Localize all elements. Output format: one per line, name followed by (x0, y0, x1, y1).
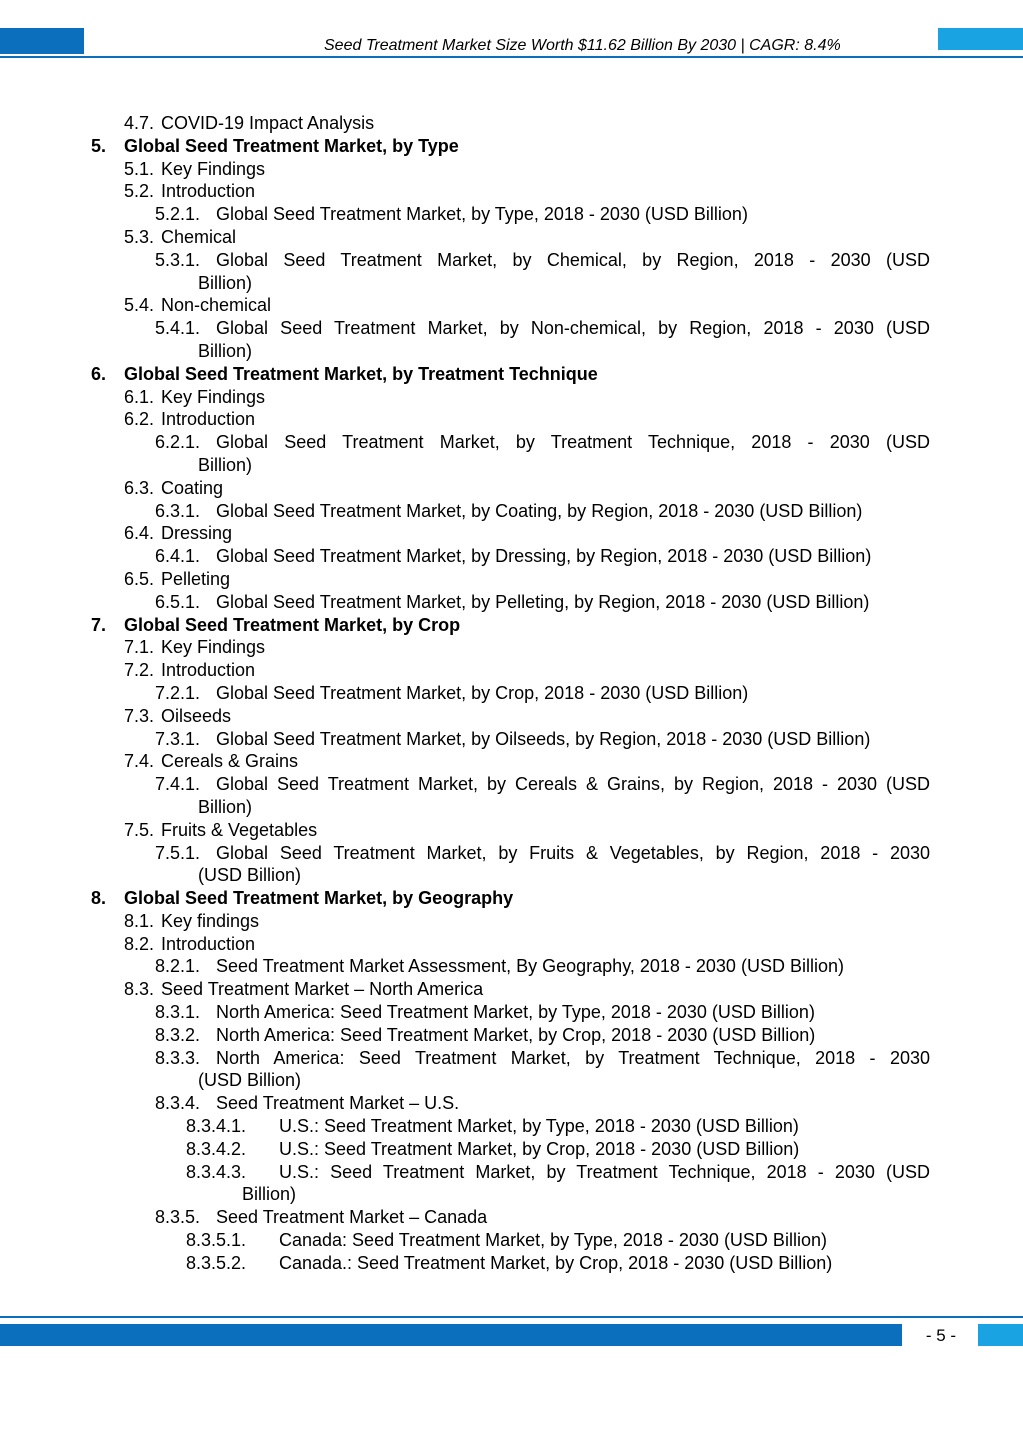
toc-entry-continuation (0, 864, 1023, 887)
toc-entry-number: 5.3.1. (155, 249, 201, 270)
toc-entry-number: 8.3. (124, 979, 155, 1000)
toc-entry-number: 8.3.5.1. (186, 1230, 247, 1251)
toc-entry-number: 6. (91, 363, 107, 384)
toc-entry-title: North America: Seed Treatment Market, by Treatment Technique, 2018 - 2030 (216, 1047, 930, 1068)
toc-entry-title: Global Seed Treatment Market, by Chemical, by Region, 2018 - 2030 (USD (216, 249, 930, 270)
toc-entry (0, 1252, 1023, 1275)
toc-entry-number: 8.3.3. (155, 1047, 201, 1068)
toc-entry-title: U.S.: Seed Treatment Market, by Treatment Technique, 2018 - 2030 (USD (279, 1161, 930, 1182)
toc-entry (0, 545, 1023, 568)
toc-entry-title: Global Seed Treatment Market, by Geography (124, 888, 514, 909)
toc-entry-number: 7.5.1. (155, 842, 201, 863)
toc-entry-title-continued: (USD Billion) (198, 1070, 302, 1091)
toc-entry-continuation (0, 1183, 1023, 1206)
toc-entry-title: Global Seed Treatment Market, by Cereals & Grains, by Region, 2018 - 2030 (USD (216, 774, 930, 795)
toc-entry (0, 659, 1023, 682)
toc-entry-title: Coating (161, 477, 224, 498)
toc-entry-title: Dressing (161, 523, 233, 544)
toc-entry-title: Introduction (161, 933, 256, 954)
header-title: Seed Treatment Market Size Worth $11.62 Billion By 2030 | CAGR: 8.4% (324, 37, 841, 54)
toc-entry (0, 568, 1023, 591)
toc-entry-title: Canada: Seed Treatment Market, by Type, 2018 - 2030 (USD Billion) (279, 1230, 827, 1251)
toc-entry-number: 8.3.4.1. (186, 1116, 247, 1137)
toc-entry-title: Introduction (161, 660, 256, 681)
toc-entry-title: Global Seed Treatment Market, by Treatment Technique, 2018 - 2030 (USD (216, 432, 930, 453)
toc-entry-title: Seed Treatment Market Assessment, By Geography, 2018 - 2030 (USD Billion) (216, 956, 844, 977)
toc-entry (0, 1138, 1023, 1161)
toc-entry (0, 636, 1023, 659)
toc-entry-title-continued: Billion) (198, 340, 253, 361)
toc-entry-number: 8.3.4.2. (186, 1138, 247, 1159)
toc-entry-title: Seed Treatment Market – Canada (216, 1207, 488, 1228)
toc-entry-number: 5.2.1. (155, 204, 201, 225)
toc-entry (0, 180, 1023, 203)
toc-entry-title: U.S.: Seed Treatment Market, by Crop, 2018 - 2030 (USD Billion) (279, 1138, 800, 1159)
toc-entry-number: 5.4. (124, 295, 155, 316)
toc-entry-number: 6.5.1. (155, 591, 201, 612)
toc-entry (0, 910, 1023, 933)
toc-entry (0, 1024, 1023, 1047)
toc-entry-number: 8. (91, 888, 107, 909)
page-number: - 5 - (925, 1326, 957, 1345)
toc-entry-number: 8.3.4. (155, 1093, 201, 1114)
toc-entry-number: 7.3.1. (155, 728, 201, 749)
toc-entry-title: Global Seed Treatment Market, by Treatment Technique (124, 363, 598, 384)
toc-entry-title: Introduction (161, 409, 256, 430)
toc-entry-number: 5.4.1. (155, 318, 201, 339)
toc-entry (0, 728, 1023, 751)
toc-entry-title: Global Seed Treatment Market, by Crop (124, 614, 461, 635)
toc-entry-number: 7.4.1. (155, 774, 201, 795)
toc-entry-title: Global Seed Treatment Market, by Coating, by Region, 2018 - 2030 (USD Billion) (216, 500, 863, 521)
toc-entry-number: 5.2. (124, 181, 155, 202)
header-left-color-block (0, 28, 84, 54)
toc-entry-number: 7.5. (124, 819, 155, 840)
toc-entry-number: 5.3. (124, 226, 155, 247)
toc-entry-title: Oilseeds (161, 705, 232, 726)
toc-entry-number: 8.3.4.3. (186, 1161, 247, 1182)
toc-entry (0, 522, 1023, 545)
toc-entry-number: 5.1. (124, 158, 155, 179)
toc-entry-number: 8.1. (124, 910, 155, 931)
toc-entry-continuation (0, 1069, 1023, 1092)
toc-entry (0, 477, 1023, 500)
toc-entry-title: COVID-19 Impact Analysis (161, 113, 375, 133)
toc-entry-number: 6.4.1. (155, 546, 201, 567)
toc-entry (0, 1229, 1023, 1252)
toc-entry (0, 363, 1023, 386)
toc-entry-title-continued: Billion) (198, 796, 253, 817)
toc-entry-number: 4.7. (124, 113, 155, 133)
toc-entry-number: 8.3.5.2. (186, 1252, 247, 1273)
toc-entry-title: Global Seed Treatment Market, by Pelleting, by Region, 2018 - 2030 (USD Billion) (216, 591, 870, 612)
toc-entry-title: Chemical (161, 226, 237, 247)
toc-entry-number: 8.3.2. (155, 1024, 201, 1045)
toc-entry (0, 842, 1023, 865)
toc-entry-title-continued: (USD Billion) (198, 865, 302, 886)
toc-entry-number: 6.2.1. (155, 432, 201, 453)
toc-entry (0, 682, 1023, 705)
toc-entry-title: Cereals & Grains (161, 751, 299, 772)
toc-entry-title: Global Seed Treatment Market, by Non-chemical, by Region, 2018 - 2030 (USD (216, 318, 930, 339)
toc-entry (0, 500, 1023, 523)
toc-entry-number: 7. (91, 614, 107, 635)
toc-entry-number: 6.4. (124, 523, 155, 544)
toc-entry-number: 7.4. (124, 751, 155, 772)
toc-entry-title: Fruits & Vegetables (161, 819, 318, 840)
toc-entry-title: Global Seed Treatment Market, by Fruits & Vegetables, by Region, 2018 - 2030 (216, 842, 930, 863)
toc-entry (0, 386, 1023, 409)
toc-entry (0, 249, 1023, 272)
toc-entry (0, 112, 1023, 135)
footer-right-color-block (978, 1324, 1023, 1346)
toc-entry (0, 819, 1023, 842)
toc-entry (0, 431, 1023, 454)
toc-entry-title: Seed Treatment Market – U.S. (216, 1093, 460, 1114)
toc-entry-title: Introduction (161, 181, 256, 202)
toc-entry (0, 933, 1023, 956)
toc-entry-title: Canada.: Seed Treatment Market, by Crop, 2018 - 2030 (USD Billion) (279, 1252, 833, 1273)
toc-entry (0, 408, 1023, 431)
toc-entry-title: Key Findings (161, 637, 266, 658)
toc-entry (0, 1001, 1023, 1024)
toc-entry-number: 6.5. (124, 568, 155, 589)
toc-entry-title: Seed Treatment Market – North America (161, 979, 484, 1000)
toc-entry (0, 773, 1023, 796)
toc-entry-number: 7.1. (124, 637, 155, 658)
toc-entry-title: Key Findings (161, 158, 266, 179)
toc-entry-number: 5. (91, 135, 107, 156)
toc-entry (0, 1161, 1023, 1184)
toc-entry (0, 1047, 1023, 1070)
toc-entry-title-continued: Billion) (198, 272, 253, 293)
toc-entry-title: Global Seed Treatment Market, by Type, 2018 - 2030 (USD Billion) (216, 204, 748, 225)
toc-entry-title: U.S.: Seed Treatment Market, by Type, 2018 - 2030 (USD Billion) (279, 1116, 799, 1137)
toc-entry (0, 1092, 1023, 1115)
toc-entry-title: Non-chemical (161, 295, 272, 316)
toc-entry-continuation (0, 340, 1023, 363)
toc-entry (0, 1115, 1023, 1138)
toc-entry-title: Pelleting (161, 568, 231, 589)
toc-entry-number: 7.2. (124, 660, 155, 681)
toc-entry-number: 8.3.1. (155, 1002, 201, 1023)
toc-entry-number: 6.1. (124, 386, 155, 407)
toc-entry (0, 135, 1023, 158)
toc-entry (0, 158, 1023, 181)
table-of-contents (0, 112, 1023, 1275)
toc-entry (0, 294, 1023, 317)
toc-entry (0, 750, 1023, 773)
toc-entry-title: Global Seed Treatment Market, by Oilseeds, by Region, 2018 - 2030 (USD Billion) (216, 728, 871, 749)
toc-entry-title-continued: Billion) (242, 1184, 297, 1205)
toc-entry (0, 978, 1023, 1001)
toc-entry-number: 8.3.5. (155, 1207, 201, 1228)
header-right-color-block (938, 28, 1023, 50)
toc-entry-title: Global Seed Treatment Market, by Type (124, 135, 459, 156)
toc-entry-title: Global Seed Treatment Market, by Crop, 2018 - 2030 (USD Billion) (216, 682, 749, 703)
toc-entry (0, 203, 1023, 226)
footer-color-bar (0, 1324, 902, 1346)
toc-entry (0, 1206, 1023, 1229)
toc-entry-title-continued: Billion) (198, 454, 253, 475)
toc-entry-number: 7.2.1. (155, 682, 201, 703)
toc-entry-title: North America: Seed Treatment Market, by Type, 2018 - 2030 (USD Billion) (216, 1002, 815, 1023)
toc-entry-number: 8.2.1. (155, 956, 201, 977)
footer-rule (0, 1316, 1023, 1318)
toc-entry (0, 955, 1023, 978)
toc-entry-number: 6.3. (124, 477, 155, 498)
toc-entry-title: North America: Seed Treatment Market, by Crop, 2018 - 2030 (USD Billion) (216, 1024, 816, 1045)
header-rule (0, 56, 1023, 58)
toc-entry-number: 6.2. (124, 409, 155, 430)
toc-entry-title: Global Seed Treatment Market, by Dressing, by Region, 2018 - 2030 (USD Billion) (216, 546, 872, 567)
toc-entry-number: 7.3. (124, 705, 155, 726)
toc-entry-title: Key findings (161, 910, 260, 931)
toc-entry (0, 591, 1023, 614)
toc-entry-continuation (0, 454, 1023, 477)
toc-entry (0, 887, 1023, 910)
toc-entry-number: 8.2. (124, 933, 155, 954)
toc-entry-title: Key Findings (161, 386, 266, 407)
toc-entry (0, 317, 1023, 340)
toc-entry-continuation (0, 272, 1023, 295)
toc-entry-number: 6.3.1. (155, 500, 201, 521)
toc-entry (0, 705, 1023, 728)
toc-entry (0, 226, 1023, 249)
toc-entry (0, 614, 1023, 637)
toc-entry-continuation (0, 796, 1023, 819)
